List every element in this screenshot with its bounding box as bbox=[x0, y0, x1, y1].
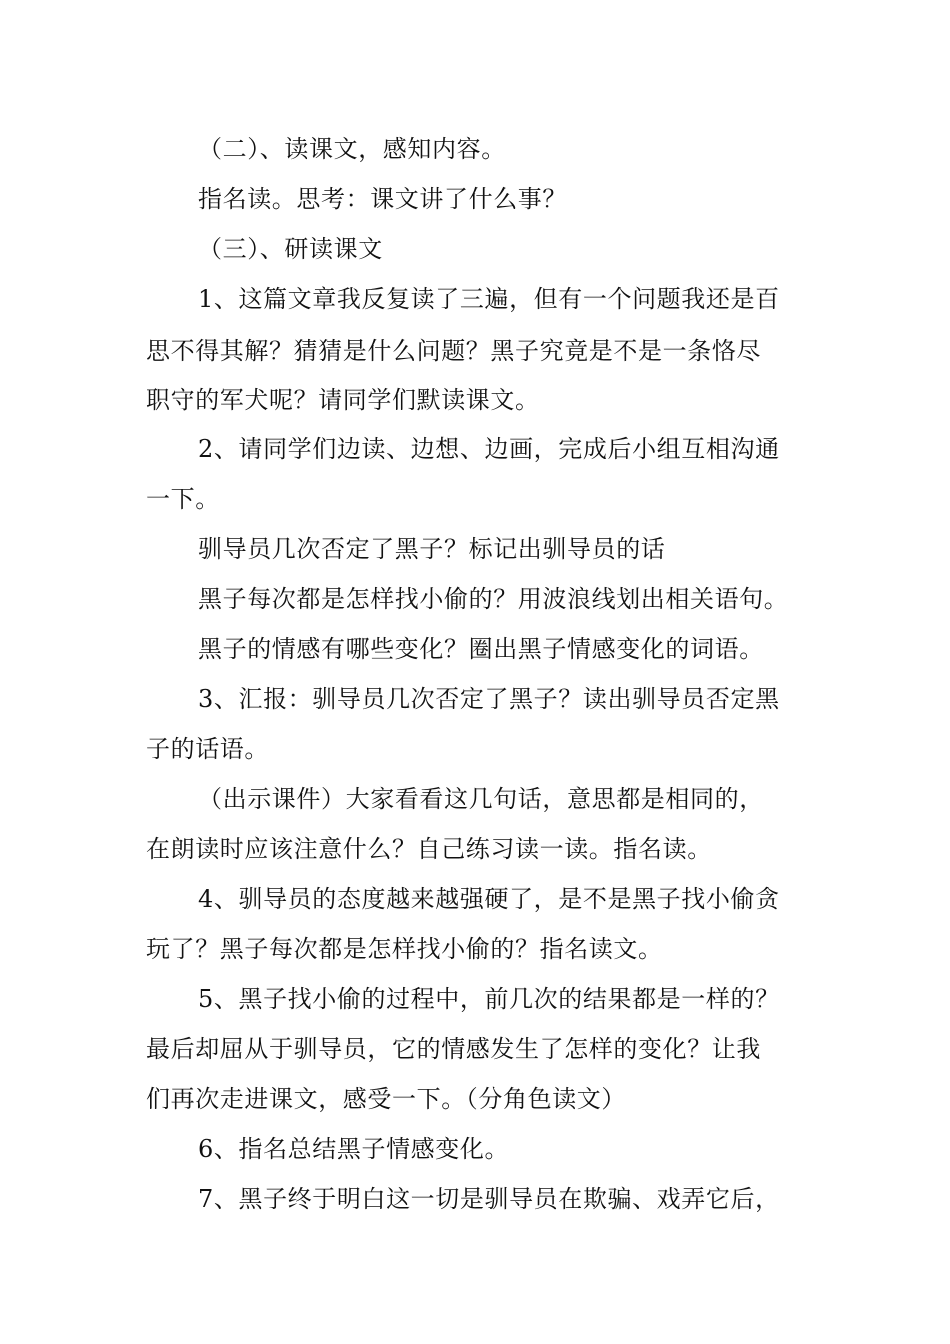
text-line: （三）、研读课文 bbox=[198, 235, 383, 263]
text-line: 6、指名总结黑子情感变化。 bbox=[198, 1135, 510, 1163]
text-line: 5、黑子找小偷的过程中，前几次的结果都是一样的？ bbox=[198, 985, 780, 1013]
text-line: 指名读。思考：课文讲了什么事？ bbox=[198, 185, 567, 213]
text-line: 们再次走进课文，感受一下。（分角色读文） bbox=[146, 1085, 626, 1113]
text-line: 2、请同学们边读、边想、边画，完成后小组互相沟通 bbox=[198, 435, 780, 463]
text-line: 驯导员几次否定了黑子？标记出驯导员的话 bbox=[198, 535, 666, 563]
text-line: 黑子每次都是怎样找小偷的？用波浪线划出相关语句。 bbox=[198, 585, 789, 613]
text-line: 1、这篇文章我反复读了三遍，但有一个问题我还是百 bbox=[198, 285, 780, 313]
text-line: （二）、读课文，感知内容。 bbox=[198, 135, 506, 163]
text-line: 7、黑子终于明白这一切是驯导员在欺骗、戏弄它后， bbox=[198, 1185, 780, 1213]
text-line: 3、汇报：驯导员几次否定了黑子？读出驯导员否定黑 bbox=[198, 685, 780, 713]
text-line: （出示课件）大家看看这几句话，意思都是相同的， bbox=[198, 785, 764, 813]
text-line: 一下。 bbox=[146, 485, 220, 513]
text-line: 黑子的情感有哪些变化？圈出黑子情感变化的词语。 bbox=[198, 635, 764, 663]
text-line: 4、驯导员的态度越来越强硬了，是不是黑子找小偷贪 bbox=[198, 885, 780, 913]
text-line: 在朗读时应该注意什么？自己练习读一读。指名读。 bbox=[146, 835, 712, 863]
text-line: 子的话语。 bbox=[146, 735, 269, 763]
text-line: 玩了？黑子每次都是怎样找小偷的？指名读文。 bbox=[146, 935, 663, 963]
text-line: 最后却屈从于驯导员，它的情感发生了怎样的变化？让我 bbox=[146, 1035, 761, 1063]
text-line: 思不得其解？猜猜是什么问题？黑子究竟是不是一条恪尽 bbox=[146, 337, 761, 365]
text-line: 职守的军犬呢？请同学们默读课文。 bbox=[146, 386, 540, 414]
